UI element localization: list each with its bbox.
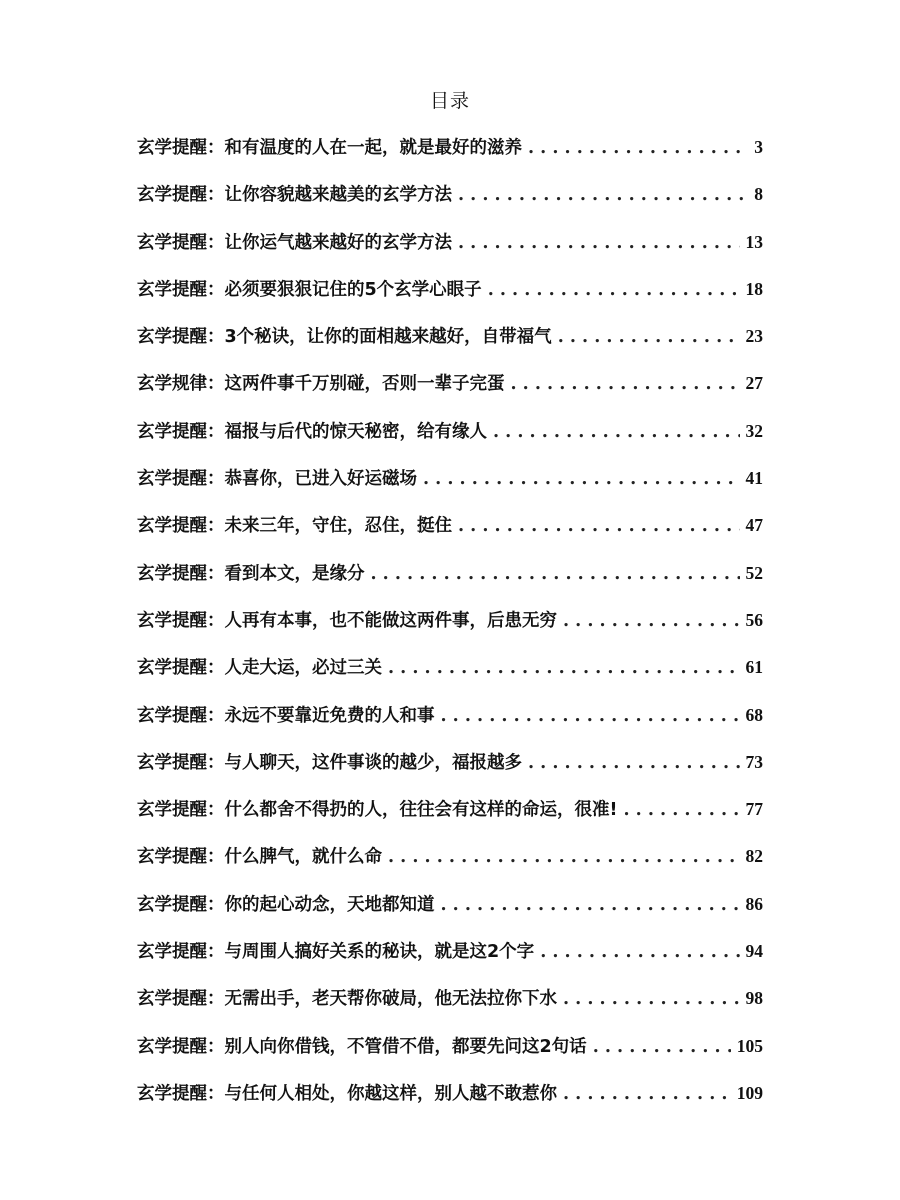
dot-leader [593,1024,731,1070]
toc-entry-title: 玄学提醒：让你容貌越来越美的玄学方法 [137,185,452,206]
toc-entry-title: 玄学提醒：3个秘诀，让你的面相越来越好，自带福气 [137,327,552,348]
toc-entry[interactable] [137,928,763,975]
dot-leader [563,598,740,644]
toc-entry-page: 27 [745,373,763,394]
toc-entry[interactable] [137,171,763,218]
toc-entry-page: 13 [745,231,763,252]
dot-leader [441,882,740,928]
dot-leader [511,361,740,407]
toc-entry-title: 玄学提醒：无需出手，老天帮你破局，他无法拉你下水 [137,989,557,1010]
dot-leader [563,976,740,1022]
toc-entry-title: 玄学提醒：与周围人搞好关系的秘诀，就是这2个字 [137,942,535,963]
toc-entry-page: 68 [745,704,763,725]
toc-entry-title: 玄学提醒：看到本文，是缘分 [137,563,365,584]
dot-leader [388,645,740,691]
toc-entry-page: 94 [745,941,763,962]
toc-entry-page: 56 [745,609,763,630]
toc-entry-title: 玄学提醒：别人向你借钱，不管借不借，都要先问这2句话 [137,1036,587,1057]
toc-entry[interactable] [137,550,763,597]
toc-entry-title: 玄学提醒：永远不要靠近免费的人和事 [137,705,435,726]
toc-entry[interactable] [137,739,763,786]
dot-leader [528,740,740,786]
toc-entry-page: 82 [745,846,763,867]
toc-entry-title: 玄学提醒：恭喜你，已进入好运磁场 [137,469,417,490]
toc-entry[interactable] [137,219,763,266]
toc-entry-page: 105 [736,1035,763,1056]
toc-entry-page: 52 [745,562,763,583]
toc-entry[interactable] [137,124,763,171]
toc-entry-title: 玄学提醒：福报与后代的惊天秘密，给有缘人 [137,421,487,442]
dot-leader [563,1071,731,1117]
toc-entry[interactable] [137,833,763,880]
toc-entry[interactable] [137,313,763,360]
dot-leader [458,503,740,549]
toc-entry-page: 73 [745,751,763,772]
toc-entry-title: 玄学提醒：与人聊天，这件事谈的越少，福报越多 [137,752,522,773]
toc-entry-page: 18 [745,278,763,299]
toc-entry-page: 61 [745,657,763,678]
toc-entry-page: 32 [745,420,763,441]
toc-entry-page: 23 [745,326,763,347]
table-of-contents [137,124,763,1117]
dot-leader [441,693,740,739]
toc-entry[interactable] [137,1023,763,1070]
toc-entry-title: 玄学规律：这两件事千万别碰，否则一辈子完蛋 [137,374,505,395]
dot-leader [493,409,740,455]
toc-title: 目录 [429,90,470,112]
dot-leader [558,314,740,360]
dot-leader [371,551,740,597]
toc-entry[interactable] [137,266,763,313]
toc-entry[interactable] [137,975,763,1022]
dot-leader [488,267,740,313]
toc-entry-title: 玄学提醒：和有温度的人在一起，就是最好的滋养 [137,138,522,158]
toc-entry-page: 77 [745,799,763,820]
toc-entry[interactable] [137,881,763,928]
dot-leader [388,834,740,880]
dot-leader [423,456,740,502]
toc-entry[interactable] [137,692,763,739]
toc-entry-page: 98 [745,988,763,1009]
toc-entry-page: 86 [745,893,763,914]
toc-entry-title: 玄学提醒：什么都舍不得扔的人，往往会有这样的命运，很准! [137,800,618,821]
toc-entry-title: 玄学提醒：人走大运，必过三关 [137,658,382,679]
toc-entry-title: 玄学提醒：未来三年，守住，忍住，挺住 [137,516,452,537]
dot-leader [458,172,748,218]
dot-leader [540,929,739,975]
dot-leader [458,220,740,266]
toc-entry[interactable] [137,1070,763,1117]
toc-entry-page: 47 [745,515,763,536]
toc-entry-title: 玄学提醒：让你运气越来越好的玄学方法 [137,232,452,253]
toc-entry-title: 玄学提醒：与任何人相处，你越这样，别人越不敢惹你 [137,1083,557,1104]
toc-entry[interactable] [137,502,763,549]
toc-entry[interactable] [137,408,763,455]
toc-entry-page: 41 [745,468,763,489]
dot-leader [528,125,748,171]
toc-entry-title: 玄学提醒：必须要狠狠记住的5个玄学心眼子 [137,279,482,300]
toc-entry[interactable] [137,786,763,833]
dot-leader [623,787,739,833]
toc-entry[interactable] [137,455,763,502]
toc-entry-page: 8 [754,184,763,205]
toc-entry-title: 玄学提醒：你的起心动念，天地都知道 [137,894,435,915]
toc-entry-title: 玄学提醒：人再有本事，也不能做这两件事，后患无穷 [137,610,557,631]
toc-entry[interactable] [137,360,763,407]
toc-entry-page: 3 [754,137,763,157]
toc-entry-page: 109 [736,1082,763,1103]
toc-entry-title: 玄学提醒：什么脾气，就什么命 [137,847,382,868]
toc-entry[interactable] [137,644,763,691]
toc-entry[interactable] [137,597,763,644]
